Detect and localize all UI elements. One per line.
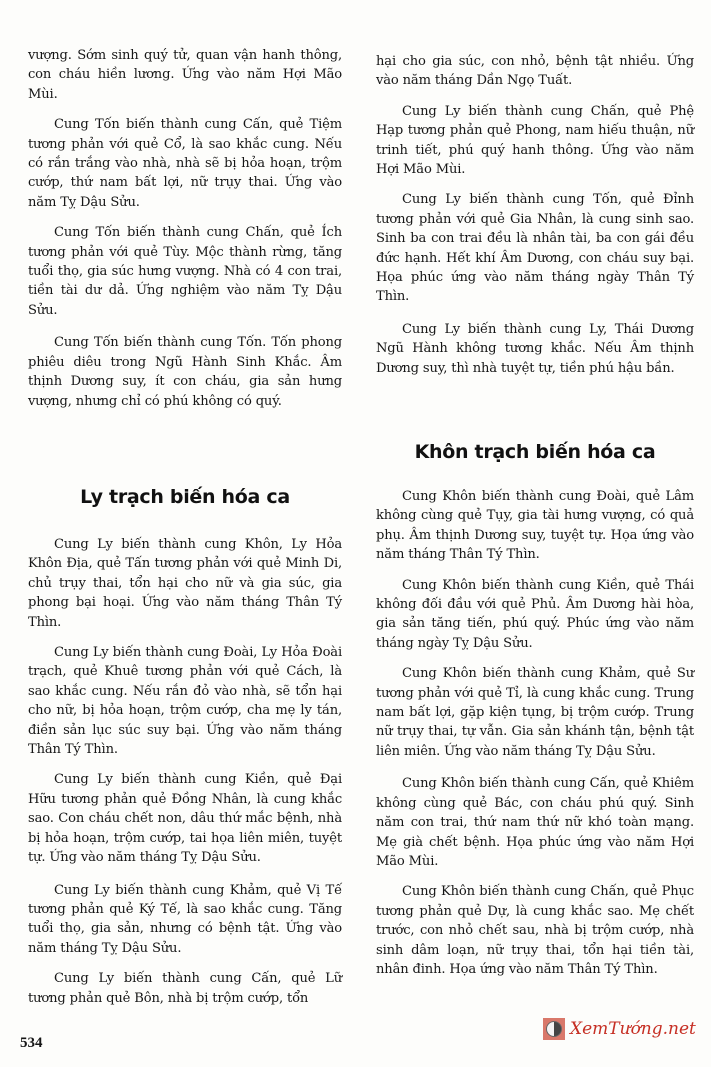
section-title: Khôn trạch biến hóa ca: [414, 441, 656, 463]
paragraph: Cung Ly biến thành cung Đoài, Ly Hỏa Đoài trạch, quẻ Khuê tương phản với quẻ Cách, là sao khắc cung. Nếu rắn đỏ vào nhà, sẽ tổn hại cho nữ, bị hỏa hoạn, trộm cướp, cha mẹ ly tán, điền sản lục súc suy bại. Ứng vào năm tháng Thân Tý Thìn.: [28, 645, 342, 758]
paragraph: Cung Tốn biến thành cung Chấn, quẻ Ích tương phản với quẻ Tùy. Mộc thành rừng, tăng tuổi thọ, gia súc hưng vượng. Nhà có 4 con trai, tiền tài dư dả. Ứng nghiệm vào năm Tỵ Dậu Sửu.: [28, 225, 342, 318]
khon-trach-body: [376, 487, 694, 979]
paragraph: vượng. Sớm sinh quý tử, quan vận hanh thông, con cháu hiền lương. Ứng vào năm Hợi Mão Mùi.: [28, 48, 342, 102]
paragraph: Cung Ly biến thành cung Khảm, quẻ Vị Tế tương phản quẻ Ký Tế, là sao khắc cung. Tăng tuổi thọ, gia sản, nhưng có bệnh tật. Ứng vào năm tháng Tỵ Dậu Sửu.: [28, 882, 342, 956]
ly-trach-section: [28, 486, 342, 508]
khon-trach-section: [376, 441, 694, 463]
paragraph: Cung Tốn biến thành cung Cấn, quẻ Tiệm tương phản với quẻ Cổ, là sao khắc cung. Nếu có rắn trắng vào nhà, nhà sẽ bị hỏa hoạn, trộm cướp, thứ nam bất lợi, nữ trụy thai. Ứng vào năm Tỵ Dậu Sửu.: [28, 117, 342, 210]
paragraph: Cung Khôn biến thành cung Khảm, quẻ Sư tương phản với quẻ Tỉ, là cung khắc cung. Trung nam bất lợi, gặp kiện tụng, bị trộm cướp. Trung nữ trụy thai, tự vẫn. Gia sản khánh tận, bệnh tật liên miên. Ứng vào năm tháng Tỵ Dậu Sửu.: [376, 666, 694, 759]
ly-trach-body: [28, 535, 342, 1008]
right-top-text: [376, 52, 694, 378]
paragraph: Cung Ly biến thành cung Cấn, quẻ Lữ tương phản quẻ Bôn, nhà bị trộm cướp, tổn: [28, 971, 342, 1006]
paragraph: Cung Khôn biến thành cung Cấn, quẻ Khiêm không cùng quẻ Bác, con cháu phú quý. Sinh năm con trai, thứ nam thứ nữ khó toàn mạng. Mẹ già chết bệnh. Họa phúc ứng vào năm Hợi Mão Mùi.: [376, 776, 694, 869]
watermark[interactable]: [543, 1018, 696, 1040]
yin-yang-icon: [546, 1021, 562, 1037]
paragraph: Cung Khôn biến thành cung Kiền, quẻ Thái không đối đầu với quẻ Phủ. Âm Dương hài hòa, gia sản tăng tiến, phú quý. Phúc ứng vào năm tháng ngày Tỵ Dậu Sửu.: [376, 577, 694, 651]
section-title: Ly trạch biến hóa ca: [80, 486, 290, 508]
paragraph: Cung Ly biến thành cung Kiền, quẻ Đại Hữu tương phản quẻ Đồng Nhân, là cung khắc sao. Con cháu chết non, dâu thứ mắc bệnh, nhà bị hỏa hoạn, trộm cướp, tai họa liên miên, tuyệt tự. Ứng vào năm tháng Tỵ Dậu Sửu.: [28, 772, 342, 866]
paragraph: Cung Ly biến thành cung Tốn, quẻ Đỉnh tương phản với quẻ Gia Nhân, là cung sinh sao. Sinh ba con trai đều là nhân tài, ba con gái đều đức hạnh. Hết khí Âm Dương, con cháu suy bại. Họa phúc ứng vào năm tháng ngày Thân Tý Thìn.: [376, 192, 694, 305]
watermark-text: XemTướng.net: [570, 1019, 696, 1039]
left-top-text: [28, 46, 342, 411]
paragraph: Cung Ly biến thành cung Khôn, Ly Hỏa Khôn Địa, quẻ Tấn tương phản với quẻ Minh Di, chủ trụy thai, tổn hại cho nữ và gia súc, gia phong bại hoại. Ứng vào năm tháng Thân Tý Thìn.: [28, 537, 342, 630]
page-number: 534: [20, 1035, 43, 1051]
paragraph: Cung Ly biến thành cung Chấn, quẻ Phệ Hạp tương phản quẻ Phong, nam hiếu thuận, nữ trinh tiết, phú quý hanh thông. Ứng vào năm Hợi Mão Mùi.: [376, 103, 694, 178]
paragraph: Cung Khôn biến thành cung Chấn, quẻ Phục tương phản quẻ Dự, là cung khắc sao. Mẹ chết trước, con nhỏ chết sau, nhà bị trộm cướp, nhà sinh dâm loạn, nữ trụy thai, tổn hại tiền tài, nhân đinh. Họa ứng vào năm Thân Tý Thìn.: [376, 884, 694, 977]
paragraph: Cung Khôn biến thành cung Đoài, quẻ Lâm không cùng quẻ Tụy, gia tài hưng vượng, có quả phụ. Âm thịnh Dương suy, tuyệt tự. Họa ứng vào năm tháng Thân Tý Thìn.: [376, 489, 694, 563]
paragraph: Cung Tốn biến thành cung Tốn. Tốn phong phiêu diêu trong Ngũ Hành Sinh Khắc. Âm thịnh Dương suy, ít con cháu, gia sản hưng vượng, nhưng chỉ có phú không có quý.: [28, 335, 342, 409]
paragraph: hại cho gia súc, con nhỏ, bệnh tật nhiều. Ứng vào năm tháng Dần Ngọ Tuất.: [376, 54, 694, 89]
watermark-logo: [543, 1018, 565, 1040]
paragraph: Cung Ly biến thành cung Ly, Thái Dương Ngũ Hành không tương khắc. Nếu Âm thịnh Dương suy, thì nhà tuyệt tự, tiền phú hậu bần.: [376, 321, 694, 376]
